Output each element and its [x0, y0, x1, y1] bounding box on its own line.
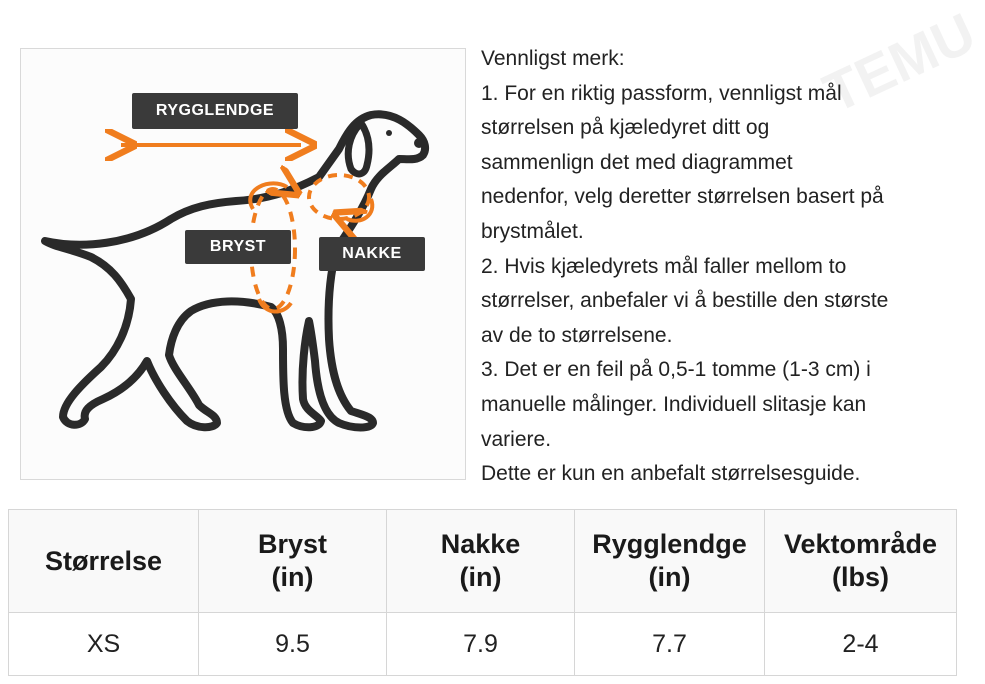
notes-line: variere. — [481, 427, 552, 451]
header-chest — [199, 510, 387, 613]
header-neck-label: Nakke — [440, 529, 521, 559]
header-chest-unit: (in) — [271, 562, 314, 592]
cell-size: XS — [9, 613, 199, 676]
header-size-label: Størrelse — [44, 545, 163, 576]
notes-line: nedenfor, velg deretter størrelsen basert på — [481, 185, 884, 209]
notes-line: manuelle målinger. Individuell slitasje kan — [481, 392, 867, 416]
notes-line: 2. Hvis kjæledyrets mål faller mellom to — [481, 254, 847, 278]
header-weight-range-label: Vektområde — [783, 529, 938, 559]
table-header-row — [9, 510, 957, 613]
dog-measurement-diagram — [20, 48, 466, 480]
notes-line: av de to størrelsene. — [481, 323, 673, 347]
header-neck-unit: (in) — [459, 562, 502, 592]
dog-eye — [386, 130, 392, 136]
cell-back-length: 7.7 — [575, 613, 765, 676]
notes-line: størrelsen på kjæledyret ditt og — [481, 116, 770, 140]
header-back-length-unit: (in) — [648, 562, 691, 592]
notes-line: 3. Det er en feil på 0,5-1 tomme (1-3 cm) i — [481, 358, 871, 382]
chest-label: BRYST — [185, 230, 291, 264]
table-row — [9, 613, 957, 676]
size-chart-table — [8, 509, 957, 676]
header-chest-label: Bryst — [257, 529, 328, 559]
notes-line: 1. For en riktig passform, vennligst mål — [481, 81, 842, 105]
neck-measure-loop — [309, 175, 369, 219]
header-back-length — [575, 510, 765, 613]
notes-line: Dette er kun en anbefalt størrelsesguide. — [481, 462, 861, 486]
neck-label: NAKKE — [319, 237, 425, 271]
notes-line: sammenlign det med diagrammet — [481, 150, 793, 174]
cell-weight-range: 2-4 — [765, 613, 957, 676]
back-length-label: RYGGLENDGE — [132, 93, 298, 129]
cell-chest: 9.5 — [199, 613, 387, 676]
header-size — [9, 510, 199, 613]
dog-ear — [348, 123, 369, 174]
notes-line: Vennligst merk: — [481, 47, 625, 70]
header-back-length-label: Rygglendge — [592, 529, 747, 559]
notes-line: størrelser, anbefaler vi å bestille den største — [481, 289, 889, 313]
header-weight-range-unit: (lbs) — [832, 562, 889, 592]
notes-line: brystmålet. — [481, 219, 584, 243]
measurement-notes — [481, 42, 959, 492]
header-weight-range — [765, 510, 957, 613]
dog-nose — [414, 138, 424, 148]
watermark: TEMU — [814, 0, 985, 125]
header-neck — [387, 510, 575, 613]
cell-neck: 7.9 — [387, 613, 575, 676]
